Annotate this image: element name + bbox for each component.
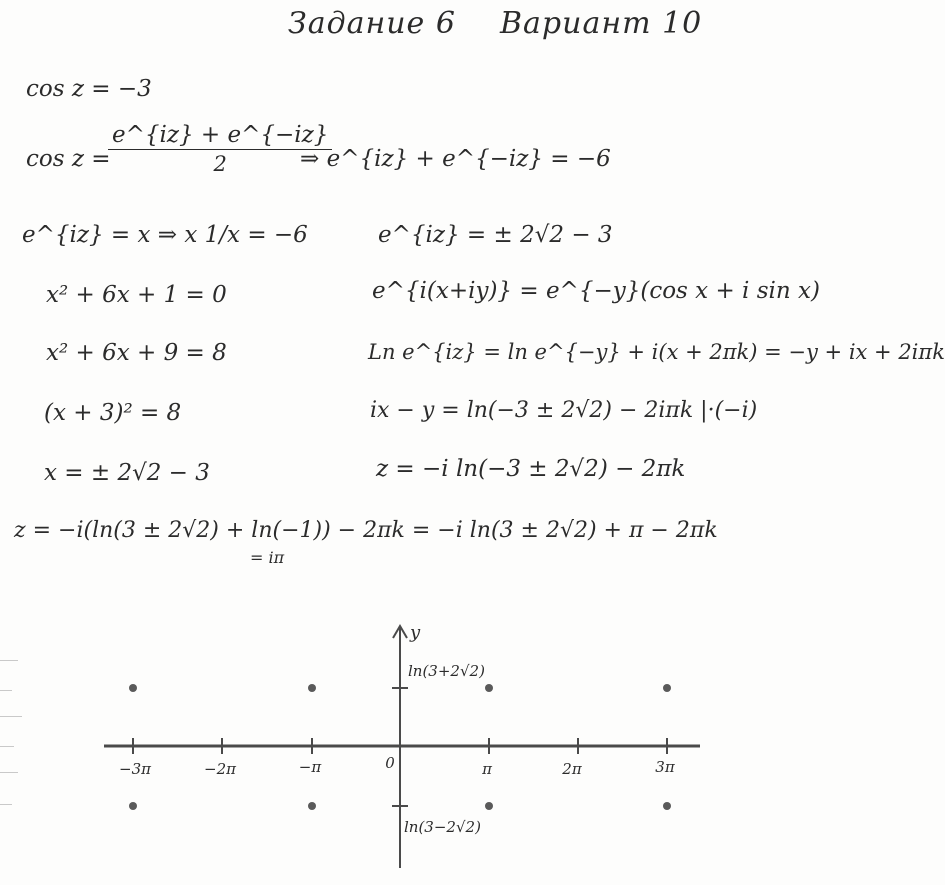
solution-point: [129, 684, 137, 692]
upper-level-label: ln(3+2√2): [408, 662, 485, 680]
equation-line-8-note: = iπ: [250, 548, 285, 567]
solution-point: [308, 684, 316, 692]
equation-line-4-left: x² + 6x + 1 = 0: [46, 282, 227, 308]
x-tick-label: π: [482, 760, 492, 778]
equation-line-5-right: Ln e^{iz} = ln e^{−y} + i(x + 2πk) = −y + ix + 2iπk: [368, 340, 945, 364]
equation-line-4-right: e^{i(x+iy)} = e^{−y}(cos x + i sin x): [372, 278, 820, 304]
lower-level-label: ln(3−2√2): [404, 818, 481, 836]
x-tick-label: −3π: [119, 760, 151, 778]
equation-line-7-right: z = −i ln(−3 ± 2√2) − 2πk: [376, 456, 686, 482]
equation-line-3-right: e^{iz} = ± 2√2 − 3: [378, 222, 613, 248]
equation-line-2-left: cos z =: [26, 146, 111, 172]
solution-point: [663, 802, 671, 810]
equation-line-1: cos z = −3: [26, 76, 152, 102]
x-tick-label: −2π: [204, 760, 236, 778]
equation-line-6-left: (x + 3)² = 8: [44, 400, 182, 426]
x-tick-label: 0: [385, 754, 395, 772]
fraction-denominator: 2: [213, 152, 227, 176]
equation-line-6-right: ix − y = ln(−3 ± 2√2) − 2iπk |·(−i): [370, 398, 758, 423]
y-axis-label: y: [410, 622, 421, 643]
fraction-numerator: e^{iz} + e^{−iz}: [112, 122, 329, 148]
solution-point: [308, 802, 316, 810]
solution-point: [485, 684, 493, 692]
equation-line-3-left: e^{iz} = x ⇒ x 1/x = −6: [22, 222, 308, 248]
solution-point: [485, 802, 493, 810]
variant-heading: Вариант 10: [500, 6, 703, 41]
equation-line-8: z = −i(ln(3 ± 2√2) + ln(−1)) − 2πk = −i ln(3 ± 2√2) + π − 2πk: [14, 518, 718, 543]
task-heading: Задание 6: [288, 6, 456, 41]
equation-line-2-right: ⇒ e^{iz} + e^{−iz} = −6: [300, 146, 611, 172]
solution-point: [663, 684, 671, 692]
solution-point: [129, 802, 137, 810]
x-tick-label: 2π: [562, 760, 582, 778]
equation-line-5-left: x² + 6x + 9 = 8: [46, 340, 227, 366]
x-tick-label: 3π: [655, 758, 675, 776]
equation-line-7-left: x = ± 2√2 − 3: [44, 460, 210, 486]
x-tick-label: −π: [298, 758, 322, 776]
